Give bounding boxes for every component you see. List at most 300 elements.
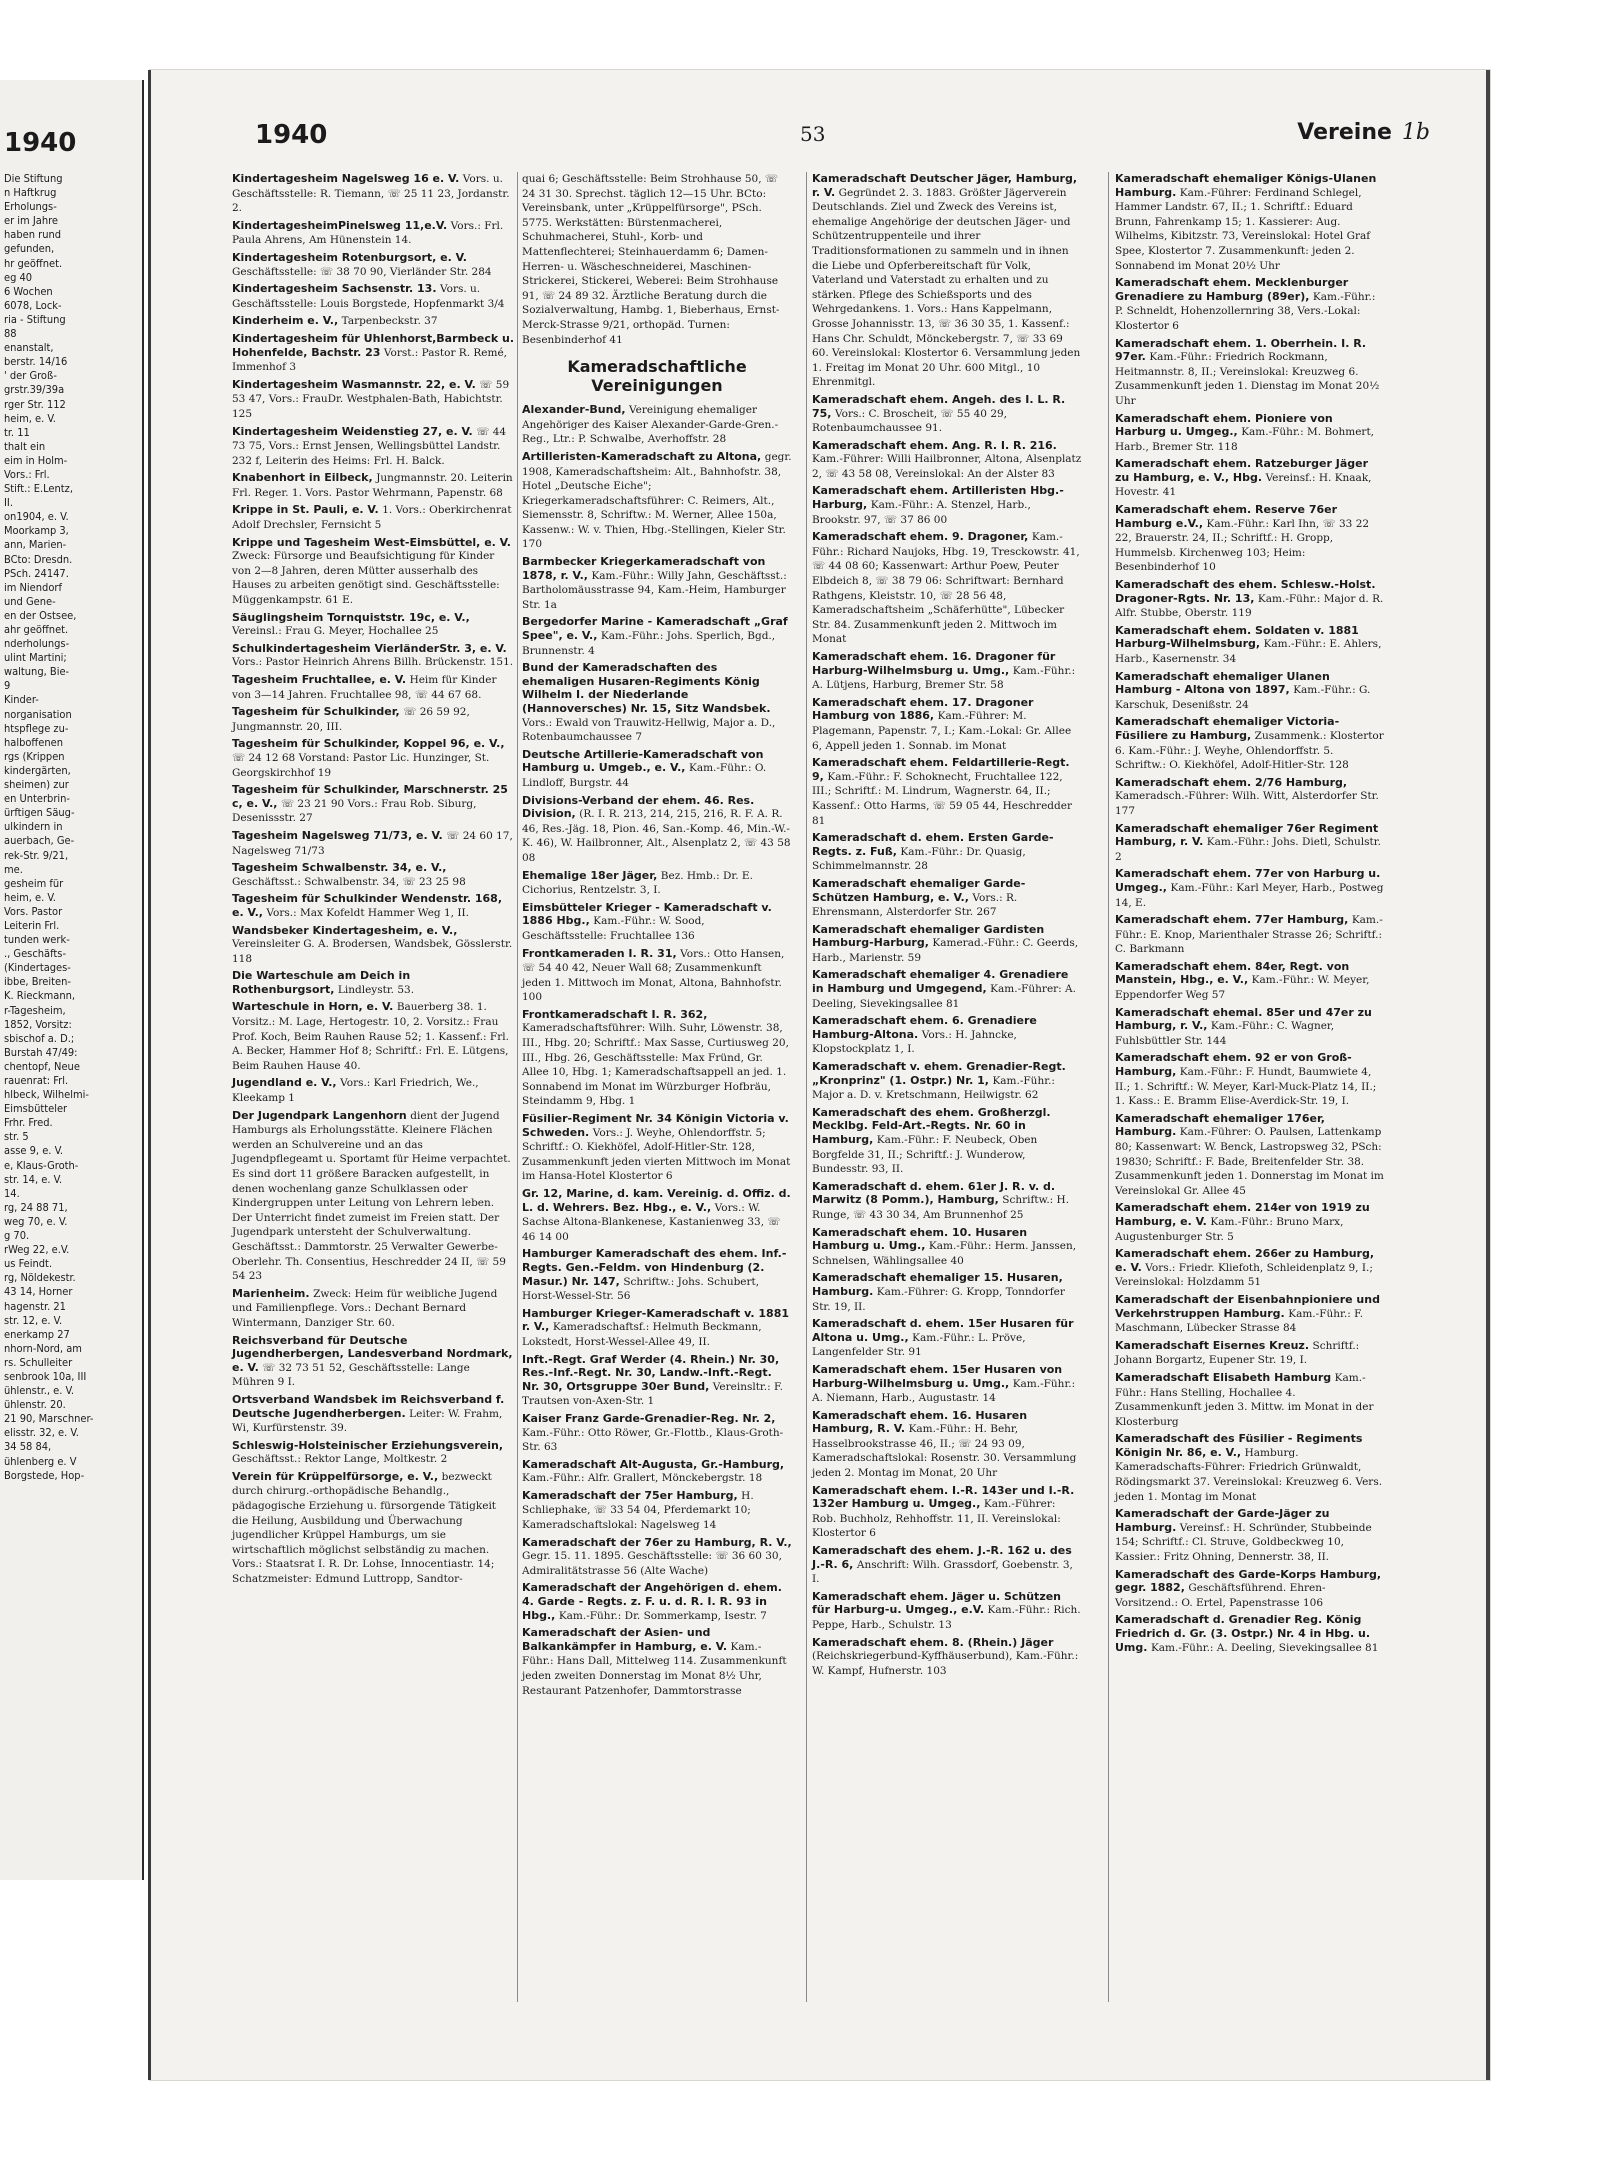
- left-page-line: heim, e. V.: [4, 890, 56, 904]
- directory-entry: [522, 1247, 792, 1303]
- entry-name: Eimsbütteler Krieger - Kameradschaft v. 1886 Hbg.,: [522, 900, 772, 928]
- entry-details: Schriftw.: Johs. Schubert, Horst-Wessel-Str. 56: [522, 1275, 760, 1303]
- directory-entry: [1115, 1507, 1385, 1564]
- entry-name: Kameradschaft ehem. 2/76 Hamburg,: [1115, 775, 1348, 789]
- entry-name: Kameradschaft des Garde-Korps Hamburg, gegr. 1882,: [1115, 1567, 1382, 1595]
- left-page-line: rs. Schulleiter: [4, 1355, 73, 1369]
- entry-details: Kameradschaftsführer: Wilh. Suhr, Löwenstr. 38, III., Hbg. 20; Schriftf.: Max Sasse, Curtiusweg 20, III., Hbg. 26, Geschäftsstelle: Max Fründ, Gr. Allee 10, Hbg. 1; Kameradschaftsappell an jed. 1. Sonnabend im Monat im Würzburger Hofbräu, Steindamm 9, Hbg. 1: [522, 1022, 789, 1108]
- page-edge: [1486, 70, 1490, 2080]
- section-heading: Kameradschaftliche Vereinigungen: [567, 357, 747, 396]
- left-page-line: haben rund: [4, 228, 62, 242]
- directory-entry: [522, 1581, 792, 1623]
- directory-entry: [522, 901, 792, 944]
- entry-name: Kameradschaft ehem. 1. Oberrhein. I. R. 97er.: [1115, 336, 1367, 364]
- entry-name: Kindertagesheim Sachsenstr. 13.: [232, 282, 437, 296]
- entry-name: Tagesheim Schwalbenstr. 34, e. V.,: [232, 861, 447, 875]
- left-page-line: rWeg 22, e.V.: [4, 1243, 70, 1257]
- entry-details: Geschäftsst.: Rektor Lange, Moltkestr. 2: [232, 1453, 448, 1466]
- entry-name: Marienheim.: [232, 1286, 310, 1300]
- directory-entry: [812, 1014, 1082, 1057]
- column-4: [1115, 172, 1385, 1658]
- entry-details: Kam.-Führer: M. Plagemann, Papenstr. 7, I.; Kam.-Lokal: Gr. Allee 6, Appell jeden 1. Sonnab. im Monat: [812, 710, 1072, 752]
- directory-entry: [1115, 960, 1385, 1003]
- entry-details: Kam.-Führ.: A. Stenzel, Harb., Brookstr. 97, ☏ 37 86 00: [812, 499, 1031, 526]
- directory-entry: [1115, 1568, 1385, 1611]
- entry-details: Heim für Kinder von 3—14 Jahren. Fruchtallee 98, ☏ 44 67 68.: [232, 674, 497, 701]
- left-page-line: 88: [4, 327, 17, 341]
- entry-details: Kam.-Führ.: Friedrich Rockmann, Heitmannstr. 8, II.; Vereinslokal: Kreuzweg 6. Zusammenkunft jeden 1. Dienstag im Monat 20½ Uhr: [1115, 351, 1380, 407]
- entry-details: Kam.-Führ.: Major d. R. Alfr. Stubbe, Oberstr. 119: [1115, 592, 1384, 620]
- directory-entry: [522, 615, 792, 658]
- directory-entry: [812, 1590, 1082, 1633]
- entry-details: ☏ 24 12 68 Vorstand: Pastor Lic. Hunzinger, St. Georgskirchhof 19: [232, 751, 490, 779]
- entry-name: Kameradschaft ehemaliger Gardisten Hamburg-Harburg,: [812, 922, 1045, 950]
- entry-details: Vereinsl.: Frau G. Meyer, Hochallee 25: [232, 625, 439, 638]
- directory-entry: [812, 393, 1082, 436]
- entry-name: Kameradschaft ehemaliger 176er, Hamburg.: [1115, 1111, 1325, 1139]
- directory-entry: [522, 1353, 792, 1409]
- directory-entry: [232, 969, 514, 997]
- directory-entry: [232, 425, 514, 469]
- directory-entry: [812, 530, 1082, 647]
- directory-entry: [812, 1106, 1082, 1177]
- left-page-line: 43 14, Horner: [4, 1285, 73, 1299]
- left-page-line: str. 12, e. V.: [4, 1313, 63, 1327]
- left-page-line: rger Str. 112: [4, 397, 66, 411]
- entry-name: Kameradschaft ehem. 9. Dragoner,: [812, 530, 1029, 544]
- entry-name: Ortsverband Wandsbek im Reichsverband f. Deutsche Jugendherbergen.: [232, 1392, 505, 1420]
- directory-entry: [522, 947, 792, 1005]
- column-3: [812, 172, 1082, 1681]
- entry-details: Kam.-Führ.: Johs. Sperlich, Bgd., Brunnenstr. 4: [522, 630, 776, 657]
- directory-entry: [232, 536, 514, 608]
- directory-entry: [1115, 1112, 1385, 1199]
- entry-name: Kameradschaft ehem. 16. Dragoner für Harburg-Wilhelmsburg u. Umg.,: [812, 650, 1056, 677]
- directory-entry: [1115, 503, 1385, 575]
- left-page-line: sheimen) zur: [4, 778, 69, 792]
- directory-entry: [232, 251, 514, 279]
- entry-details: Zusammenk.: Klostertor 6. Kam.-Führ.: J. Weyhe, Ohlendorffstr. 5. Schriftw.: O. Kiekhöfel, Adolf-Hitler-Str. 128: [1115, 729, 1384, 772]
- entry-details: Kam.-Führ.: Alfr. Grallert, Mönckebergstr. 18: [522, 1472, 763, 1485]
- directory-entry: [522, 1008, 792, 1109]
- entry-details: bezweckt durch chirurg.-orthopädische Behandlg., pädagogische Erziehung u. fürsorgende Tätigkeit die Heilung, Ausbildung und Überwachung jugendlicher Krüppel Hamburgs, um sie wirtschaftlich möglichst selbständig zu machen. Vors.: Staatsrat I. R. Dr. Lohse, Innocentiastr. 14; Schatzmeister: Edmund Luttropp, Sandtor-: [232, 1470, 497, 1586]
- left-page-line: Vors. Pastor: [4, 904, 63, 918]
- entry-details: Kam.-Führ.: Hans Dall, Mittelweg 114. Zusammenkunft jeden zweiten Donnerstag im Monat 8½ Uhr, Restaurant Patzenhofer, Dammtorstrasse: [522, 1640, 787, 1697]
- entry-name: Kameradschaft der Garde-Jäger zu Hamburg.: [1115, 1507, 1330, 1534]
- left-page-line: und Gene-: [4, 594, 56, 608]
- entry-details: Jungmannstr. 20. Leiterin Frl. Reger. 1. Vors. Pastor Wehrmann, Papenstr. 68: [232, 472, 513, 499]
- entry-name: Der Jugendpark Langenhorn: [232, 1108, 407, 1122]
- entry-details: Gegr. 15. 11. 1895. Geschäftsstelle: ☏ 36 60 30, Admiralitätstrasse 56 (Alte Wache): [522, 1550, 782, 1577]
- entry-name: Kameradschaft der 75er Hamburg,: [522, 1488, 738, 1502]
- directory-entry: [812, 1060, 1082, 1103]
- left-page-line: Stift.: E.Lentz,: [4, 482, 73, 496]
- left-page-line: rauenrat: Frl.: [4, 1074, 69, 1087]
- entry-name: Kameradschaft ehem. Soldaten v. 1881 Harburg-Wilhelmsburg,: [1115, 623, 1359, 651]
- entry-name: Kameradschaft ehem. 15er Husaren von Harburg-Wilhelmsburg u. Umg.,: [812, 1362, 1063, 1390]
- directory-entry: [812, 1226, 1082, 1269]
- entry-details: Kam.-Führer: O. Paulsen, Lattenkamp 80; Kassenwart: W. Benck, Lastropsweg 32, PSch: 19830; Schriftf.: F. Bade, Breitenfelder Str. 38. Zusammenkunft jeden 1. Donnerstag im Monat im Vereinslokal Gr. Allee 45: [1115, 1126, 1384, 1197]
- entry-name: Tagesheim für Schulkinder, Koppel 96, e. V.,: [232, 737, 505, 751]
- directory-entry: [812, 968, 1082, 1011]
- left-page-line: ibbe, Breiten-: [4, 975, 71, 989]
- entry-name: Kameradschaft ehemaliger Garde-Schützen Hamburg, e. V.,: [812, 876, 1026, 904]
- left-page-line: 9: [4, 679, 11, 693]
- directory-entry: [232, 1470, 514, 1587]
- directory-entry: [812, 1317, 1082, 1360]
- entry-details: Kam.-Führ.: Dr. Quasig, Schimmelmannstr. 28: [812, 845, 1026, 873]
- directory-entry: [232, 282, 514, 311]
- directory-entry: [812, 756, 1082, 828]
- left-page-line: weg 70, e. V.: [4, 1214, 68, 1228]
- entry-details: Vors. u. Geschäftsstelle: R. Tiemann, ☏ 25 11 23, Jordanstr. 2.: [232, 173, 510, 215]
- column-1: [232, 172, 514, 1590]
- left-page-line: 14.: [4, 1186, 20, 1200]
- left-page-line: ulkindern in: [4, 820, 63, 834]
- left-page-line: (Kindertages-: [4, 961, 71, 975]
- entry-details: Schriftf.: Johann Borgartz, Eupener Str. 19, I.: [1115, 1339, 1360, 1367]
- entry-name: Kameradschaft ehem. 16. Husaren Hamburg, R. V.: [812, 1408, 1028, 1436]
- entry-details: ☏ 32 73 51 52, Geschäftsstelle: Lange Mühren 9 I.: [232, 1361, 470, 1389]
- entry-details: Anschrift: Wilh. Grassdorf, Goebenstr. 3, I.: [812, 1558, 1073, 1586]
- directory-entry: [812, 1636, 1082, 1679]
- directory-entry: [232, 642, 514, 670]
- left-page-line: ria - Stiftung: [4, 312, 66, 326]
- left-page-line: Burstah 47/49:: [4, 1045, 78, 1059]
- entry-details: Vereinigung ehemaliger Angehöriger des Kaiser Alexander-Garde-Gren.-Reg., Ltr.: P. Schwalbe, Averhoffstr. 28: [522, 404, 779, 446]
- left-page-line: er im Jahre: [4, 214, 59, 228]
- page-header: [255, 120, 1430, 160]
- directory-entry: [812, 1484, 1082, 1541]
- directory-entry: [522, 869, 792, 898]
- directory-entry: [812, 877, 1082, 920]
- entry-details: Vors.: Ewald von Trauwitz-Hellwig, Major a. D., Rotenbaumchaussee 7: [522, 716, 776, 744]
- left-page-line: hr geöffnet.: [4, 256, 63, 270]
- entry-details: Schriftw.: H. Runge, ☏ 43 30 34, Am Brunnenhof 25: [812, 1194, 1070, 1221]
- directory-entry: [1115, 412, 1385, 455]
- entry-details: Vereinsltr.: F. Trautsen von-Axen-Str. 1: [522, 1380, 783, 1408]
- entry-details: Vereinsleiter G. A. Brodersen, Wandsbek, Gösslerstr. 118: [232, 938, 513, 965]
- directory-entry: [232, 378, 514, 422]
- left-page-line: enanstalt,: [4, 341, 54, 355]
- left-page-line: Leiterin Frl.: [4, 918, 60, 932]
- left-page-line: tr. 11: [4, 425, 30, 439]
- entry-details: Kam.-Führ.: Rich. Peppe, Harb., Schulstr. 13: [812, 1604, 1081, 1631]
- directory-entry: [232, 503, 514, 532]
- directory-entry: [522, 555, 792, 612]
- left-page-line: 6078, Lock-: [4, 298, 62, 312]
- entry-details: Kam.-Führ.: Johs. Dietl, Schulstr. 2: [1115, 836, 1381, 863]
- entry-details: Hamburg. Kameradschafts-Führer: Friedrich Grünwaldt, Rödingsmarkt 37. Vereinslokal: Kreuzweg 6. Vers. jeden 1. Montag im Monat: [1115, 1446, 1383, 1503]
- directory-entry: [1115, 1432, 1385, 1504]
- left-page-line: rg, Nöldekestr.: [4, 1271, 76, 1285]
- entry-details: Kam.-Führ.: Otto Röwer, Gr.-Flottb., Klaus-Groth-Str. 63: [522, 1426, 784, 1454]
- directory-entry: [812, 696, 1082, 753]
- column-divider: [1108, 172, 1109, 2002]
- entry-details: Kam.-Führ.: A. Lütjens, Harburg, Bremer Str. 58: [812, 664, 1076, 692]
- directory-entry: [232, 172, 514, 216]
- entry-name: Jugendland e. V.,: [232, 1076, 337, 1090]
- entry-details: Vors.: C. Broscheit, ☏ 55 40 29, Rotenbaumchaussee 91.: [812, 407, 1008, 435]
- entry-name: Kameradschaft ehem. 214er von 1919 zu Hamburg, e. V.: [1115, 1201, 1370, 1228]
- directory-entry: [232, 219, 514, 248]
- directory-entry: [522, 1307, 792, 1350]
- entry-details: Kam.-Führ.: F. Schoknecht, Fruchtallee 122, III.; Schriftf.: M. Lindrum, Wagnerstr. 64, II.; Kassenf.: Otto Harms, ☏ 59 05 44, Heschredder 81: [812, 770, 1072, 827]
- directory-entry: [1115, 1339, 1385, 1368]
- left-page-line: thalt ein: [4, 439, 46, 453]
- left-page-line: eg 40: [4, 270, 33, 284]
- directory-entry: [812, 1409, 1082, 1481]
- entry-details: Kam.-Führ.: Major a. D. v. Kretschmann, Heilwigstr. 62: [812, 1074, 1055, 1102]
- page-number: 53: [800, 122, 826, 146]
- entry-name: Tagesheim für Schulkinder, Marschnerstr. 25 c, e. V.,: [232, 783, 508, 810]
- entry-details: Kam.-Führ.: Herm. Janssen, Schnelsen, Wählingsallee 40: [812, 1240, 1077, 1267]
- entry-name: Kameradschaft ehem. 6. Grenadiere Hamburg-Altona.: [812, 1014, 1037, 1041]
- entry-details: Kam.-Führer: G. Kropp, Tonndorfer Str. 19, II.: [812, 1285, 1065, 1313]
- page-gutter: [148, 70, 151, 2080]
- directory-entry: [522, 1626, 792, 1698]
- entry-name: Knabenhort in Eilbeck,: [232, 471, 373, 485]
- entry-name: Kameradschaft Alt-Augusta, Gr.-Hamburg,: [522, 1457, 785, 1471]
- entry-name: Alexander-Bund,: [522, 403, 626, 417]
- entry-name: Kameradschaft ehemaliger Victoria-Füsiliere zu Hamburg,: [1115, 715, 1340, 742]
- entry-name: Kameradschaft d. ehem. 61er J. R. v. d. Marwitz (8 Pomm.), Hamburg,: [812, 1179, 1056, 1207]
- directory-entry: [812, 650, 1082, 693]
- entry-details: (Reichskriegerbund-Kyffhäuserbund), Kam.-Führ.: W. Kampf, Hufnerstr. 103: [812, 1650, 1079, 1677]
- entry-name: Krippe und Tagesheim West-Eimsbüttel, e. V.: [232, 535, 511, 549]
- entry-details: Kam.-Führ.: O. Lindloff, Burgstr. 44: [522, 762, 767, 789]
- left-page-line: nhorn-Nord, am: [4, 1341, 82, 1355]
- entry-details: Kameradschaftsf.: Helmuth Beckmann, Lokstedt, Horst-Wessel-Allee 49, II.: [522, 1321, 762, 1348]
- entry-details: Bez. Hmb.: Dr. E. Cichorius, Rentzelstr. 3, I.: [522, 869, 753, 897]
- entry-details: Vereinsf.: H. Knaak, Hovestr. 41: [1115, 471, 1372, 499]
- entry-name: Kameradschaft ehem. Pioniere von Harburg u. Umgeg.,: [1115, 411, 1333, 439]
- entry-details: Vors.: Max Kofeldt Hammer Weg 1, II.: [266, 906, 469, 919]
- entry-details: H. Schliephake, ☏ 33 54 04, Pferdemarkt 10; Kameradschaftslokal: Nagelsweg 14: [522, 1489, 754, 1532]
- left-page-line: str. 5: [4, 1130, 29, 1144]
- directory-entry: [1115, 172, 1385, 273]
- directory-entry: [812, 923, 1082, 966]
- entry-details: Vors. u. Geschäftsstelle: Louis Borgstede, Hopfenmarkt 3/4: [232, 283, 505, 310]
- entry-details: quai 6; Geschäftsstelle: Beim Strohhause 50, ☏ 24 31 30. Sprechst. täglich 12—15 Uhr. BCto: Vereinsbank, unter „Krüppelfürsorge", PSch. 5775. Werkstätten: Bürstenmacherei, Schuhmacherei, Stuhl-, Korb- und Mattenflechterei; Steinhauerdamm 6; Damen-Herren- u. Wäscheschneiderei, Maschinen-Strickerei, Stickerei, Weberei: Beim Strohhause 91, ☏ 24 89 32. Ärztliche Beratung durch die Sozialverwaltung, Hambg. 1, Bieberhaus, Ernst-Merck-Strasse 9/21, orthopäd. Turnen: Besenbinderhof 41: [522, 173, 780, 346]
- left-page-line: sbischof a. D.;: [4, 1031, 75, 1045]
- entry-name: Kameradschaft der 76er zu Hamburg, R. V.,: [522, 1535, 792, 1549]
- entry-details: Vors.: W. Sachse Altona-Blankenese, Kastanienweg 33, ☏ 46 14 00: [522, 1201, 781, 1243]
- directory-entry: [232, 314, 514, 329]
- column-2: [522, 172, 792, 1701]
- entry-details: Kam.-Führ.: Richard Naujoks, Hbg. 19, Tresckowstr. 41, ☏ 44 08 60; Kassenwart: Arthur Poew, Peuter Elbdeich 8, ☏ 38 79 06: Schriftwart: Bernhard Rathgens, Kleiststr. 10, ☏ 28 56 48, Kameradschaftsheim „Schäferhütte", Lübecker Str. 84. Zusammenkunft jeden 2. Mittwoch im Monat: [812, 531, 1080, 646]
- directory-entry: [1115, 1006, 1385, 1049]
- entry-name: Kindertagesheim Weidenstieg 27, e. V.: [232, 424, 473, 438]
- entry-details: dient der Jugend Hamburgs als Erholungsstätte. Kleinere Flächen werden an Schulvereine und an das Jugendpflegeamt u. Sportamt für Heime verpachtet. Es sind dort 11 größere Baracken aufgestellt, in denen wochenlang ganze Schulklassen oder Kindergruppen unter Leitung von Lehrern leben. Der Unterricht findet zumeist im Freien statt. Der Jugendpark untersteht der Schulverwaltung. Geschäftsst.: Dammtorstr. 25 Verwalter Gewerbe-Oberlehr. Th. Consentius, Heschredder 24 II, ☏ 59 54 23: [232, 1109, 511, 1283]
- entry-name: Kameradschaft ehemaliger Ulanen Hamburg - Altona von 1897,: [1115, 669, 1330, 697]
- directory-entry: [522, 1489, 792, 1533]
- directory-entry: [522, 1187, 792, 1244]
- left-page-line: PSch. 24147.: [4, 566, 69, 580]
- entry-details: Vors.: Frl. Paula Ahrens, Am Hünenstein 14.: [232, 219, 504, 247]
- entry-details: Kam.-Führ.: C. Wagner, Fuhlsbüttler Str. 144: [1115, 1020, 1335, 1047]
- left-page-line: ' der Groß-: [4, 369, 58, 383]
- left-page-line: str. 14, e. V.: [4, 1172, 63, 1186]
- entry-details: ☏ 23 21 90 Vors.: Frau Rob. Siburg, Desenissstr. 27: [232, 797, 477, 825]
- entry-details: Kam.-Führ.: Willy Jahn, Geschäftsst.: Bartholomäusstrasse 94, Kam.-Heim, Hamburger Str. 1a: [522, 569, 787, 611]
- entry-name: Kameradschaft ehem. Ratzeburger Jäger zu Hamburg, e. V., Hbg.: [1115, 457, 1369, 484]
- directory-entry: [1115, 578, 1385, 621]
- entry-name: Barmbecker Kriegerkameradschaft von 1878, r. V.,: [522, 555, 766, 582]
- entry-name: Krippe in St. Pauli, e. V.: [232, 503, 379, 517]
- left-page-line: halboffenen: [4, 735, 63, 749]
- entry-details: Kam.-Führer: A. Deeling, Sievekingsallee 81: [812, 983, 1076, 1010]
- directory-entry: [232, 332, 514, 375]
- directory-entry: [1115, 1051, 1385, 1108]
- entry-name: Kameradschaft des ehem. Schlesw.-Holst. Dragoner-Rgts. Nr. 13,: [1115, 578, 1376, 605]
- directory-entry: [812, 172, 1082, 390]
- directory-entry: [232, 1439, 514, 1467]
- left-page-line: us Feindt.: [4, 1257, 53, 1271]
- entry-name: Kindertagesheim Rotenburgsort, e. V.: [232, 250, 467, 264]
- directory-entry: [1115, 1201, 1385, 1244]
- left-page-line: waltung, Bie-: [4, 665, 70, 679]
- entry-details: ☏ 44 73 75, Vors.: Ernst Jensen, Wellingsbüttel Landstr. 232 f, Leiterin des Heims: Frl. H. Balck.: [232, 425, 507, 467]
- entry-name: Kameradschaft ehemaliger 76er Regiment Hamburg, r. V.: [1115, 821, 1379, 849]
- entry-name: Kameradschaft Eisernes Kreuz.: [1115, 1338, 1309, 1352]
- entry-name: Kameradschaft ehem. Jäger u. Schützen für Harburg-u. Umgeg., e.V.: [812, 1589, 1062, 1617]
- entry-name: Kameradschaft ehem. Artilleristen Hbg.-Harburg,: [812, 484, 1064, 512]
- entry-details: Kam.-Führ.: F. Hundt, Baumwiete 4, II.; 1. Schriftf.: W. Meyer, Karl-Muck-Platz 14, II.; 1. Kass.: E. Bramm Elise-Averdick-Str. 19, I.: [1115, 1066, 1377, 1108]
- left-page-line: 1852, Vorsitz:: [4, 1017, 72, 1031]
- entry-name: Kameradschaft d. ehem. Ersten Garde-Regts. z. Fuß,: [812, 831, 1054, 858]
- entry-name: Kameradschaft ehemal. 85er und 47er zu Hamburg, r. V.,: [1115, 1005, 1372, 1033]
- entry-details: Vereinsf.: H. Schründer, Stubbeinde 154; Schriftf.: Cl. Struve, Goldbeckweg 10, Kassier.: Fritz Ohning, Dennerstr. 38, II.: [1115, 1521, 1372, 1564]
- left-page-line: K. Rieckmann,: [4, 989, 76, 1003]
- directory-entry: [1115, 276, 1385, 333]
- entry-name: Kameradschaft ehem. 84er, Regt. von Manstein, Hbg., e. V.,: [1115, 959, 1350, 987]
- entry-name: Kameradschaft ehem. I.-R. 143er und I.-R. 132er Hamburg u. Umgeg.,: [812, 1483, 1075, 1511]
- directory-entry: [232, 783, 514, 826]
- directory-entry: [522, 794, 792, 866]
- entry-name: Kameradschaft ehemaliger 4. Grenadiere in Hamburg und Umgegend,: [812, 968, 1069, 996]
- left-page-line: hagenstr. 21: [4, 1299, 66, 1313]
- entry-name: Tagesheim Fruchtallee, e. V.: [232, 673, 407, 686]
- directory-entry: [232, 471, 514, 500]
- left-page-line: im Niendorf: [4, 580, 62, 594]
- entry-name: Tagesheim Nagelsweg 71/73, e. V.: [232, 828, 443, 842]
- entry-details: Kam.-Führer: Rob. Buchholz, Rehhoffstr. 11, II. Vereinslokal: Klostertor 6: [812, 1498, 1061, 1540]
- entry-name: Ehemalige 18er Jäger,: [522, 868, 658, 882]
- entry-details: Geschäftsführend. Ehren-Vorsitzend.: O. Ertel, Papenstrasse 106: [1115, 1582, 1326, 1609]
- left-page-line: rg, 24 88 71,: [4, 1200, 68, 1214]
- entry-details: Lindleystr. 53.: [337, 983, 415, 996]
- entry-details: Kam.-Führ.: Dr. Sommerkamp, Isestr. 7: [558, 1609, 767, 1622]
- directory-entry: [812, 831, 1082, 874]
- entry-name: Kameradschaft des Füsilier - Regiments Königin Nr. 86, e. V.,: [1115, 1432, 1363, 1459]
- directory-entry: [812, 439, 1082, 482]
- directory-entry: [1115, 457, 1385, 500]
- entry-details: ☏ 59 53 47, Vors.: FrauDr. Westphalen-Bath, Habichtstr. 125: [232, 378, 510, 420]
- directory-entry: [522, 661, 792, 745]
- left-page-line: n Haftkrug: [4, 186, 57, 200]
- left-page-line: e, Klaus-Groth-: [4, 1158, 79, 1172]
- left-page-line: Erholungs-: [4, 200, 57, 214]
- entry-name: Säuglingsheim Tornquiststr. 19c, e. V.,: [232, 610, 470, 624]
- entry-details: Zweck: Fürsorge und Beaufsichtigung für Kinder von 2—8 Jahren, deren Mütter ausserhalb des Hauses zu arbeiten genötigt sind. Geschäftsstelle: Müggenkampstr. 61 E.: [232, 550, 500, 607]
- entry-name: Kameradschaft ehemaliger Königs-Ulanen Hamburg.: [1115, 172, 1377, 199]
- directory-entry: [1115, 670, 1385, 713]
- entry-name: Kindertagesheim Wasmannstr. 22, e. V.: [232, 377, 476, 391]
- directory-entry: [1115, 1613, 1385, 1655]
- section-title: [1297, 120, 1430, 145]
- entry-details: Kam.-Führ.: M. Bohmert, Harb., Bremer Str. 118: [1115, 426, 1374, 453]
- directory-entry: [232, 1000, 514, 1073]
- left-page-line: ürftigen Säug-: [4, 806, 75, 820]
- entry-name: Kameradschaft des ehem. J.-R. 162 u. des J.-R. 6,: [812, 1544, 1072, 1571]
- section-name: Vereine: [1297, 120, 1392, 145]
- entry-name: Gr. 12, Marine, d. kam. Vereinig. d. Offiz. d. L. d. Wehrers. Bez. Hbg., e. V.,: [522, 1187, 791, 1214]
- entry-name: Hamburger Krieger-Kameradschaft v. 1881 r. V.,: [522, 1306, 789, 1334]
- entry-details: Kam.-Führer: Ferdinand Schlegel, Hammer Landstr. 67, II.; 1. Schriftf.: Eduard Brunn, Fahrenkamp 15; 1. Kassierer: Aug. Wilhelms, Kibitzstr. 73, Vereinslokal: Hotel Graf Spee, Klostertor 7. Zusammenkunft: jeden 2. Sonnabend im Monat 20½ Uhr: [1115, 186, 1371, 272]
- left-page-line: norganisation: [4, 707, 72, 721]
- left-page-line: en der Ostsee,: [4, 608, 77, 622]
- left-page-line: ahr geöffnet.: [4, 623, 69, 636]
- entry-name: Kameradschaft der Eisenbahnpioniere und Verkehrstruppen Hamburg.: [1115, 1292, 1380, 1320]
- entry-name: Kindertagesheim Nagelsweg 16 e. V.: [232, 172, 460, 185]
- directory-entry: [232, 1076, 514, 1105]
- directory-entry: [232, 705, 514, 734]
- left-page-line: ., Geschäfts-: [4, 947, 67, 961]
- entry-details: Kam.-Führer: Willi Hailbronner, Altona, Alsenplatz 2, ☏ 43 58 08, Vereinslokal: An der Alster 83: [812, 453, 1082, 480]
- left-page-line: berstr. 14/16: [4, 355, 68, 369]
- left-page-line: Frhr. Fred.: [4, 1116, 53, 1130]
- directory-entry: [1115, 776, 1385, 819]
- left-page-line: r-Tagesheim,: [4, 1003, 66, 1017]
- left-page-line: g 70.: [4, 1229, 30, 1243]
- entry-name: Kameradschaft ehem. 8. (Rhein.) Jäger: [812, 1635, 1054, 1649]
- left-page-line: gesheim für: [4, 876, 64, 890]
- left-page-line: ühlenstr. 20.: [4, 1398, 66, 1412]
- left-page-line: 21 90, Marschner-: [4, 1412, 94, 1426]
- entry-details: Geschäftsst.: Schwalbenstr. 34, ☏ 23 25 98: [232, 875, 466, 888]
- entry-name: Kinderheim e. V.,: [232, 314, 339, 328]
- left-page-line: rgs (Krippen: [4, 749, 65, 763]
- left-page-line: htspflege zu-: [4, 721, 69, 735]
- entry-name: Kameradschaft ehem. 266er zu Hamburg, e. V.: [1115, 1247, 1375, 1274]
- entry-details: Kam.-Führ.: G. Karschuk, Desenißstr. 24: [1115, 684, 1371, 711]
- entry-details: Vorst.: Pastor R. Remé, Immenhof 3: [232, 346, 508, 374]
- entry-details: Kam.-Führ.: E. Ahlers, Harb., Kasernenstr. 34: [1115, 638, 1382, 665]
- entry-name: Kameradschaft der Angehörigen d. ehem. 4. Garde - Regts. z. F. u. d. R. I. R. 93 in Hbg.,: [522, 1581, 782, 1622]
- section-code: 1b: [1401, 120, 1430, 145]
- left-page-line: 34 58 84,: [4, 1440, 52, 1454]
- entry-name: Kameradschaft d. Grenadier Reg. König Friedrich d. Gr. (3. Ostpr.) Nr. 4 in Hbg. u. Umg.: [1115, 1613, 1371, 1654]
- entry-name: Kameradschaft d. ehem. 15er Husaren für Altona u. Umg.,: [812, 1317, 1074, 1344]
- entry-details: Tarpenbeckstr. 37: [341, 315, 438, 328]
- directory-entry: [232, 829, 514, 858]
- entry-details: Vors.: Pastor Heinrich Ahrens Billh. Brückenstr. 151.: [232, 656, 514, 669]
- entry-details: Kam.-Führ.: A. Deeling, Sievekingsallee 81: [1150, 1641, 1379, 1654]
- left-page-line: asse 9, e. V.: [4, 1144, 64, 1158]
- entry-details: Geschäftsstelle: ☏ 38 70 90, Vierländer Str. 284: [232, 265, 492, 278]
- entry-details: Zweck: Heim für weibliche Jugend und Familienpflege. Vors.: Dechant Bernard Wintermann, Danziger Str. 60.: [232, 1287, 498, 1329]
- directory-entry: [812, 1271, 1082, 1314]
- left-page-line: 6 Wochen: [4, 284, 53, 298]
- directory-entry: [812, 1544, 1082, 1587]
- left-page-line: nderholungs-: [4, 637, 70, 651]
- left-page-line: eim in Holm-: [4, 453, 68, 467]
- entry-details: Bauerberg 38. 1. Vorsitz.: M. Lage, Hertogestr. 10, 2. Vorsitz.: Frau Prof. Koch, Beim Rauhen Rause 52; 1. Kassenf.: Frl. A. Becker, Hammer Hof 8; Schriftf.: Frl. E. Lütgens, Beim Rauhen Hause 40.: [232, 1001, 509, 1072]
- left-page-line: grstr.39/39a: [4, 383, 65, 397]
- entry-name: Kameradschaft ehem. Ang. R. I. R. 216.: [812, 438, 1057, 452]
- left-page-line: ulint Martini;: [4, 651, 67, 665]
